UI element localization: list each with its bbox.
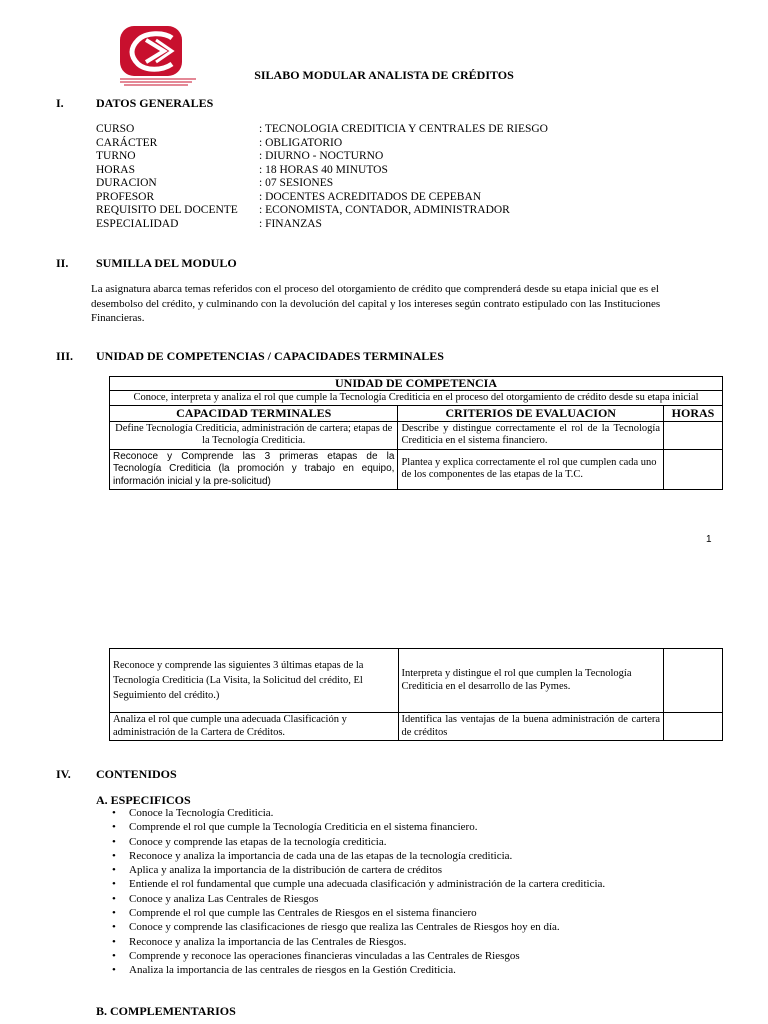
field-label: HORAS [96,163,135,176]
page-number: 1 [706,534,712,545]
field-value: : 07 SESIONES [259,177,334,189]
field-label: PROFESOR [96,190,155,203]
table-cell: Interpreta y distingue el rol que cumplen la Tecnología Crediticia en el desarrollo de las Pymes. [398,649,664,713]
list-item: • Comprende el rol que cumple las Centrales de Riesgos en el sistema financiero [112,906,605,920]
section-number: III. [56,349,74,363]
column-header: CRITERIOS DE EVALUACION [398,406,664,422]
field-value: : ECONOMISTA, CONTADOR, ADMINISTRADOR [259,204,510,216]
list-item: • Comprende y reconoce las operaciones financieras vinculadas a las Centrales de Riesgos [112,949,605,963]
table-cell: Define Tecnología Crediticia, administración de cartera; etapas de la Tecnología Crediticia. [110,421,398,449]
field-label: REQUISITO DEL DOCENTE [96,204,238,216]
field-value: : 18 HORAS 40 MINUTOS [259,163,388,176]
field-value: : DOCENTES ACREDITADOS DE CEPEBAN [259,190,482,203]
list-item: • Reconoce y analiza la importancia de las Centrales de Riesgos. [112,935,605,949]
table-cell [664,649,723,713]
datos-generales-keys [96,123,238,231]
table-cell [664,713,723,741]
list-item: • Comprende el rol que cumple la Tecnología Crediticia en el sistema financiero. [112,820,605,834]
table-cell: Plantea y explica correctamente el rol que cumplen cada uno de los componentes de las etapas de la T.C. [398,449,664,490]
subsection-title: B. COMPLEMENTARIOS [96,1004,236,1018]
field-value: : FINANZAS [259,217,322,230]
section-number: IV. [56,767,71,781]
table-cell: Describe y distingue correctamente el rol de la Tecnología Crediticia en el sistema financiero. [398,421,664,449]
list-item: • Conoce la Tecnología Crediticia. [112,806,605,820]
unit-text: Conoce, interpreta y analiza el rol que cumple la Tecnología Crediticia en el proceso del otorgamiento de crédito desde su etapa inicial [110,390,723,406]
table-cell [664,421,723,449]
table-cell: Reconoce y Comprende las 3 primeras etapas de la Tecnología Crediticia (la promoción y trabajo en equipo, información inicial y la pre-solicitud) [110,449,398,490]
field-label: CURSO [96,123,135,135]
list-item: • Conoce y analiza Las Centrales de Riesgos [112,892,605,906]
unit-header: UNIDAD DE COMPETENCIA [110,377,723,391]
table-cell [664,449,723,490]
list-item: • Analiza la importancia de las centrales de riesgos en la Gestión Crediticia. [112,963,605,977]
list-item: • Aplica y analiza la importancia de la distribución de cartera de créditos [112,863,605,877]
table-row [110,421,723,449]
table-row [110,449,723,490]
competencia-table-continued [109,648,723,741]
field-value: : DIURNO - NOCTURNO [259,150,384,162]
list-item: • Reconoce y analiza la importancia de cada una de las etapas de la tecnología crediticia. [112,849,605,863]
column-header: HORAS [664,406,723,422]
sumilla-paragraph: La asignatura abarca temas referidos con el proceso del otorgamiento de crédito que comprenderá desde su etapa inicial que es el desembolso del crédito, y culminando con la devolución del capital y los intereses según contrato estipulado con las Instituciones Financieras. [91,283,661,324]
table-cell: Reconoce y comprende las siguientes 3 últimas etapas de la Tecnología Crediticia (La Visita, la Solicitud del crédito, El Seguimiento del crédito.) [110,649,399,713]
datos-generales-values [259,123,548,231]
field-value: : OBLIGATORIO [259,136,343,149]
field-label: DURACION [96,177,157,189]
list-item: • Entiende el rol fundamental que cumple una adecuada clasificación y administración de la cartera crediticia. [112,877,605,891]
document-title: SILABO MODULAR ANALISTA DE CRÉDITOS [254,68,514,82]
field-label: ESPECIALIDAD [96,217,179,230]
list-item: • Conoce y comprende las etapas de la tecnología crediticia. [112,835,605,849]
especificos-list [112,806,605,978]
section-title: DATOS GENERALES [96,96,214,110]
competencia-table [109,376,723,490]
field-label: TURNO [96,150,136,162]
field-label: CARÁCTER [96,136,158,149]
section-title: SUMILLA DEL MODULO [96,256,237,270]
table-cell: Identifica las ventajas de la buena administración de cartera de créditos [398,713,664,741]
table-row [110,406,723,422]
table-row [110,649,723,713]
column-header: CAPACIDAD TERMINALES [110,406,398,422]
section-title: CONTENIDOS [96,767,177,781]
section-number: I. [56,96,64,110]
table-row [110,390,723,406]
table-row [110,377,723,391]
table-row [110,713,723,741]
table-cell: Analiza el rol que cumple una adecuada Clasificación y administración de la Cartera de Créditos. [110,713,399,741]
subsection-title: A. ESPECIFICOS [96,793,191,807]
section-number: II. [56,256,69,270]
list-item: • Conoce y comprende las clasificaciones de riesgo que realiza las Centrales de Riesgos hoy en día. [112,920,605,934]
section-title: UNIDAD DE COMPETENCIAS / CAPACIDADES TERMINALES [96,349,444,363]
field-value: : TECNOLOGIA CREDITICIA Y CENTRALES DE RIESGO [259,123,548,135]
